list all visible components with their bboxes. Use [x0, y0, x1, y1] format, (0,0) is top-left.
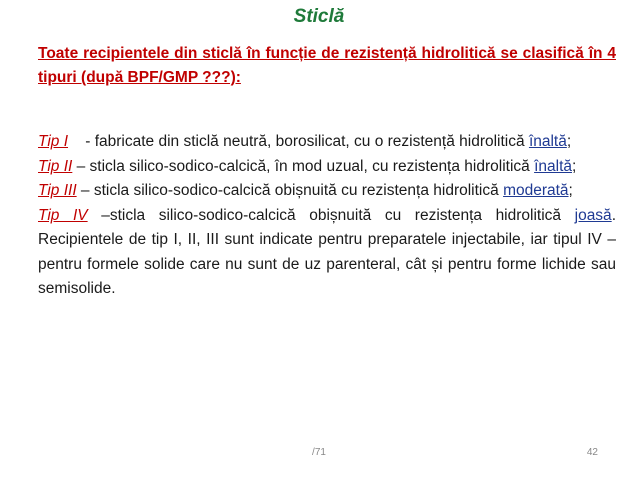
intro-text: Toate recipientele din sticlă în funcție de rezistență hidrolitică se clasifică în 4 tipuri (după BPF/GMP ???): — [38, 45, 616, 86]
type-1-text: - fabricate din sticlă neutră, borosilicat, cu o rezistență hidrolitică — [80, 133, 529, 150]
type-3-text: – sticla silico-sodico-calcică obișnuită cu rezistența hidrolitică — [76, 182, 504, 199]
type-1-label: Tip I — [38, 133, 69, 150]
type-3-end: ; — [568, 182, 573, 199]
type-3-highlight: moderată — [503, 182, 569, 199]
type-2-end: ; — [572, 157, 577, 175]
type-1 — [38, 130, 616, 155]
type-4-end: . Recipientele de tip I, II, III sunt indicate pentru preparatele injectabile, iar tipul IV – pentru formele solide care nu sunt de uz parenteral, cât și pentru forme lichide sau semisolide. — [38, 206, 616, 297]
type-1-end: ; — [566, 133, 572, 150]
type-4-highlight: joasă — [574, 206, 612, 224]
type-2-label: Tip II — [38, 157, 73, 175]
type-2 — [38, 155, 616, 180]
type-4 — [38, 204, 616, 302]
slide-title: Sticlă — [293, 6, 345, 27]
type-3 — [38, 179, 616, 204]
type-4-label: Tip IV — [38, 206, 88, 224]
type-3-label: Tip III — [38, 182, 77, 199]
page-number: 42 — [586, 447, 598, 458]
type-4-text: –sticla silico-sodico-calcică obișnuită cu rezistența hidrolitică — [87, 206, 575, 224]
types-list — [38, 130, 616, 302]
page-total: /71 — [312, 447, 326, 458]
type-2-text: – sticla silico-sodico-calcică, în mod uzual, cu rezistența hidrolitică — [72, 157, 535, 175]
type-1-highlight: înaltă — [528, 133, 567, 150]
type-2-highlight: înaltă — [534, 157, 572, 175]
